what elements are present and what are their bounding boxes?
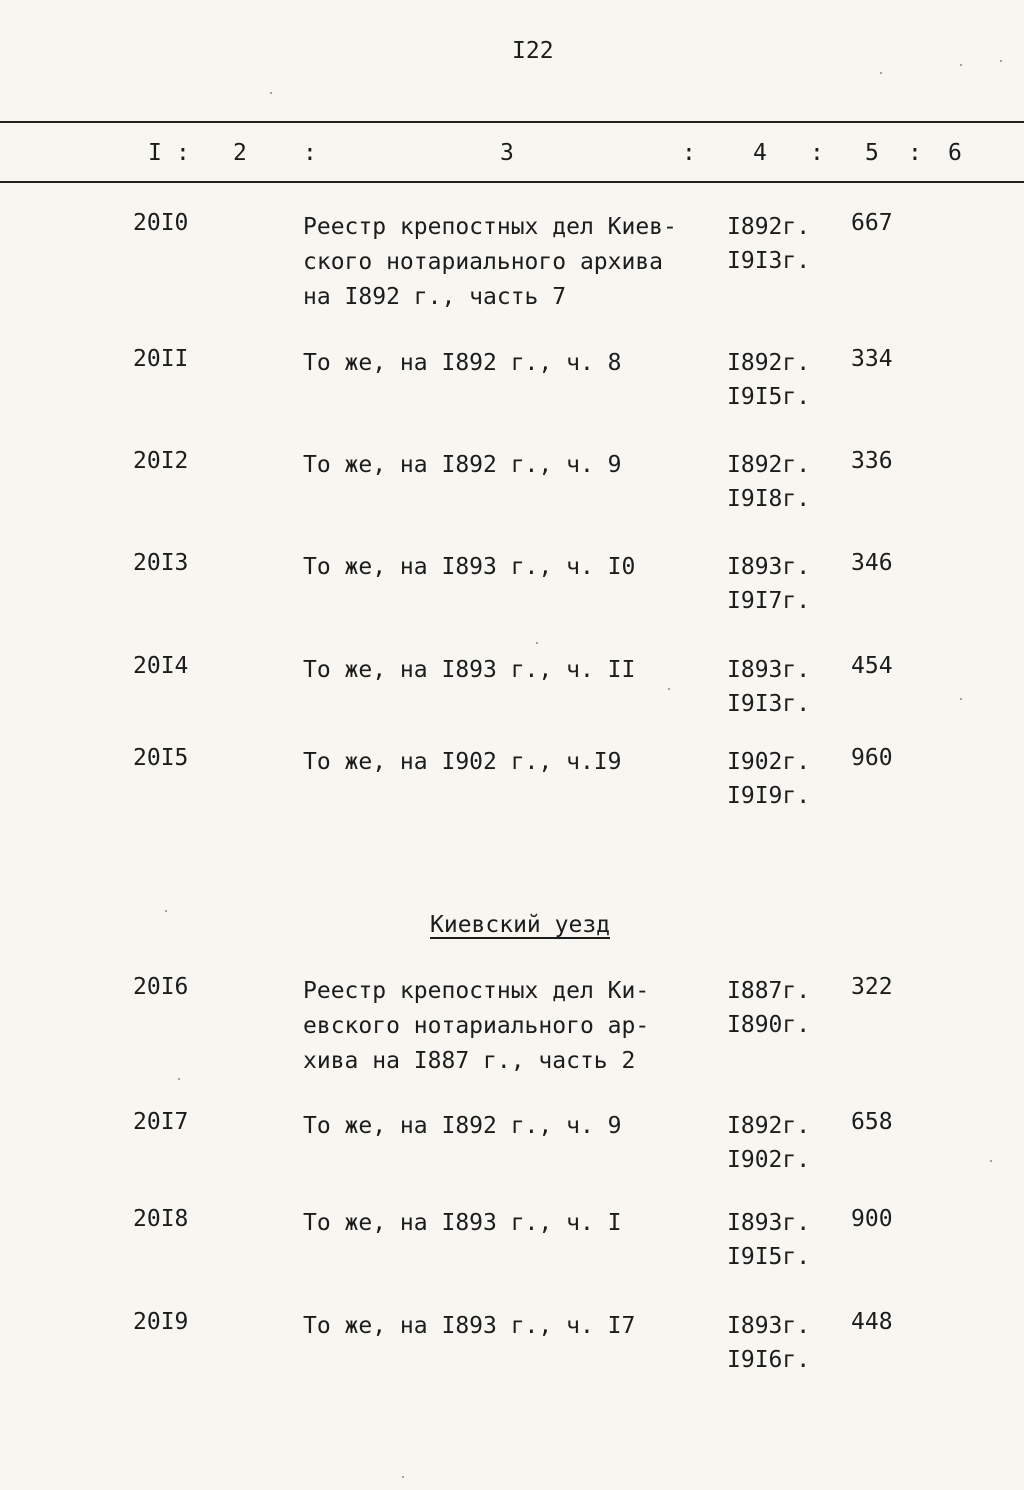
entry-dates (727, 1309, 810, 1377)
table-row (0, 1109, 1024, 1199)
column-separator: : (810, 140, 824, 166)
table-row (0, 653, 1024, 743)
date-end: I890г. (727, 1012, 811, 1038)
entry-dates (727, 550, 810, 618)
scan-speck (668, 688, 670, 690)
scan-speck (536, 642, 538, 644)
date-start: I892г. (727, 350, 811, 376)
table-row (0, 346, 1024, 436)
description-line: евского нотариального ар- (303, 1013, 650, 1039)
table-row (0, 1309, 1024, 1399)
entry-description (303, 1309, 635, 1344)
column-separator: : (682, 140, 696, 166)
entry-description (303, 745, 622, 780)
description-line: хива на I887 г., часть 2 (303, 1048, 636, 1074)
description-line: То же, на I892 г., ч. 8 (303, 350, 622, 376)
entry-number: 20I8 (133, 1206, 189, 1232)
entry-dates (727, 653, 810, 721)
entry-number: 20I3 (133, 550, 189, 576)
entry-description (303, 653, 635, 688)
column-separator: : (176, 140, 190, 166)
entry-description (303, 974, 649, 1079)
column-separator: : (908, 140, 922, 166)
date-end: I9I7г. (727, 588, 811, 614)
date-end: I9I5г. (727, 1244, 811, 1270)
entry-count: 658 (851, 1109, 893, 1135)
entry-count: 336 (851, 448, 893, 474)
date-end: I9I9г. (727, 783, 811, 809)
column-header-3: 3 (500, 140, 514, 166)
scan-speck (270, 92, 272, 94)
table-row (0, 745, 1024, 835)
date-end: I9I3г. (727, 248, 811, 274)
entry-number: 20I9 (133, 1309, 189, 1335)
entry-description (303, 448, 622, 483)
entry-dates (727, 346, 810, 414)
date-end: I9I5г. (727, 384, 811, 410)
page-number: I22 (512, 38, 554, 64)
date-start: I893г. (727, 1210, 811, 1236)
entry-number: 20I0 (133, 210, 189, 236)
description-line: ского нотариального архива (303, 249, 664, 275)
table-row (0, 974, 1024, 1074)
entry-count: 960 (851, 745, 893, 771)
scan-speck (880, 72, 882, 74)
entry-dates (727, 1109, 810, 1177)
entry-count: 900 (851, 1206, 893, 1232)
entry-count: 454 (851, 653, 893, 679)
date-start: I893г. (727, 554, 811, 580)
scan-speck (990, 1160, 992, 1162)
scan-speck (165, 910, 167, 912)
entry-number: 20II (133, 346, 189, 372)
scan-speck (178, 1078, 180, 1080)
table-row (0, 448, 1024, 538)
scan-speck (960, 64, 962, 66)
column-separator: : (303, 140, 317, 166)
entry-dates (727, 210, 810, 278)
entry-description (303, 550, 635, 585)
date-end: I9I6г. (727, 1347, 811, 1373)
entry-dates (727, 974, 810, 1042)
entry-count: 346 (851, 550, 893, 576)
entry-count: 334 (851, 346, 893, 372)
entry-count: 667 (851, 210, 893, 236)
date-end: I9I8г. (727, 486, 811, 512)
column-header-2: 2 (233, 140, 247, 166)
entry-dates (727, 745, 810, 813)
entry-number: 20I7 (133, 1109, 189, 1135)
entry-number: 20I2 (133, 448, 189, 474)
description-line: То же, на I893 г., ч. I (303, 1210, 622, 1236)
entry-count: 322 (851, 974, 893, 1000)
date-start: I893г. (727, 657, 811, 683)
description-line: Реестр крепостных дел Киев- (303, 214, 677, 240)
description-line: То же, на I893 г., ч. I0 (303, 554, 636, 580)
date-start: I892г. (727, 452, 811, 478)
entry-number: 20I6 (133, 974, 189, 1000)
description-line: То же, на I902 г., ч.I9 (303, 749, 622, 775)
scan-speck (402, 1476, 404, 1478)
description-line: То же, на I893 г., ч. I7 (303, 1313, 636, 1339)
entry-dates (727, 448, 810, 516)
column-header-4: 4 (753, 140, 767, 166)
column-header-6: 6 (948, 140, 962, 166)
date-start: I892г. (727, 214, 811, 240)
entry-description (303, 1109, 622, 1144)
date-start: I893г. (727, 1313, 811, 1339)
entry-description (303, 346, 622, 381)
description-line: на I892 г., часть 7 (303, 284, 567, 310)
date-start: I892г. (727, 1113, 811, 1139)
table-row (0, 1206, 1024, 1296)
header-top-rule (0, 121, 1024, 123)
date-end: I9I3г. (727, 691, 811, 717)
scan-speck (960, 698, 962, 700)
date-start: I902г. (727, 749, 811, 775)
scan-speck (1000, 60, 1002, 62)
table-row (0, 550, 1024, 640)
header-bottom-rule (0, 181, 1024, 183)
column-header-1: I (148, 140, 162, 166)
section-title: Киевский уезд (430, 912, 611, 938)
entry-dates (727, 1206, 810, 1274)
description-line: То же, на I892 г., ч. 9 (303, 452, 622, 478)
description-line: То же, на I893 г., ч. II (303, 657, 636, 683)
column-header-5: 5 (865, 140, 879, 166)
date-start: I887г. (727, 978, 811, 1004)
entry-description (303, 1206, 622, 1241)
date-end: I902г. (727, 1147, 811, 1173)
entry-number: 20I5 (133, 745, 189, 771)
table-row (0, 210, 1024, 310)
description-line: Реестр крепостных дел Ки- (303, 978, 650, 1004)
entry-number: 20I4 (133, 653, 189, 679)
entry-count: 448 (851, 1309, 893, 1335)
description-line: То же, на I892 г., ч. 9 (303, 1113, 622, 1139)
entry-description (303, 210, 677, 315)
